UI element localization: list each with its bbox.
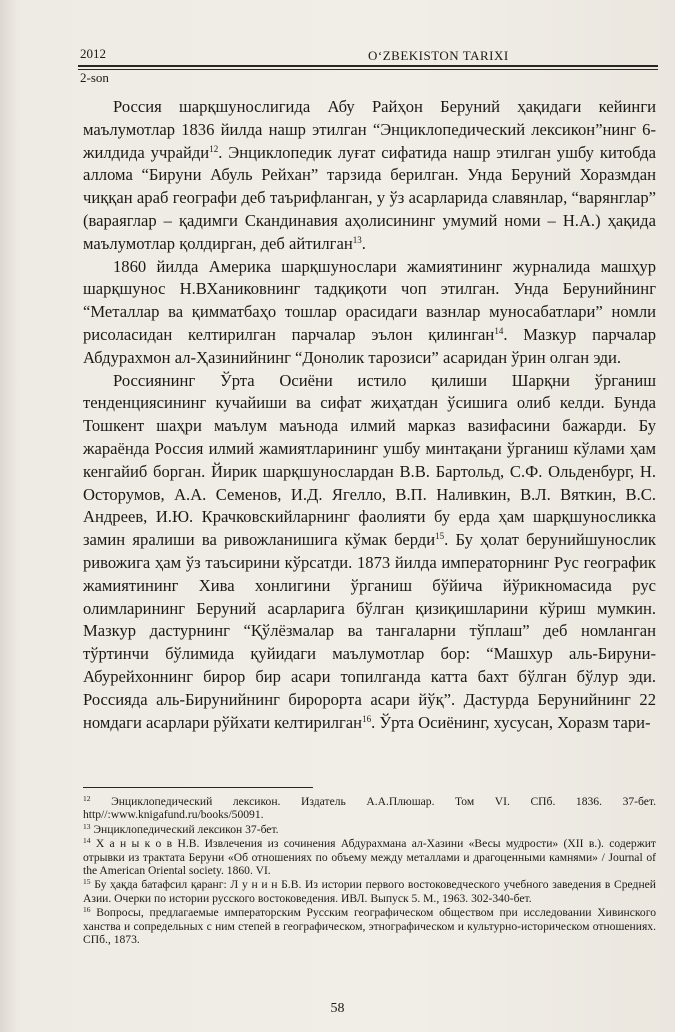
footnote-13 bbox=[83, 823, 656, 836]
footnote-16 bbox=[83, 906, 656, 946]
header-year: 2012 bbox=[80, 46, 106, 61]
footnote-ref-13: 13 bbox=[352, 234, 362, 245]
paragraph-3-text-3: . Ўрта Осиёнинг, хусусан, Хоразм тари- bbox=[371, 712, 651, 732]
footnote-text: Бу ҳақда батафсил қаранг: Л у н и н Б.В. Из истории первого востоковедческого учебного заведения в Средней Азии. Очерки по истории русского востоковедения. ИВЛ. Выпуск 5. М., 1963. 302-340-бет. bbox=[83, 878, 656, 905]
footnote-number: 12 bbox=[83, 794, 91, 803]
paragraph-2 bbox=[83, 256, 656, 370]
paragraph-3 bbox=[83, 370, 656, 735]
footnote-number: 14 bbox=[83, 836, 91, 846]
footnote-number: 16 bbox=[83, 905, 91, 915]
paragraph-1-text-3: . bbox=[361, 233, 366, 253]
header-rule-thick bbox=[78, 65, 658, 67]
footnote-12 bbox=[83, 795, 656, 822]
running-header bbox=[78, 46, 658, 86]
paragraph-1-text-2: . Энциклопедик луғат сифатида нашр этилган ушбу китобда аллома “Бируни Абуль Рейхан” тарзида берилган. Унда Беруний Хоразмдан чиққан араб географи деб таърифланган, у ўз асарларида славянлар, “варянглар” (вараяглар – қадимги Скандинавия аҳолисининг умумий номи – Н.А.) ҳақида маълумотлар қолдирган, деб айтилган bbox=[83, 142, 656, 253]
footnote-separator bbox=[83, 787, 313, 788]
footnote-text: Энциклопедический лексикон 37-бет. bbox=[93, 822, 279, 836]
page-number: 58 bbox=[330, 1001, 345, 1016]
footnote-number: 13 bbox=[83, 821, 91, 831]
footnote-ref-16: 16 bbox=[362, 713, 372, 724]
footnote-text: Х а н ы к о в Н.В. Извлечения из сочинения Абдурахмана ал-Хазини «Весы мудрости» (XII в.). содержит отрывки из трактата Беруни «Об отношениях по объему между металлами и драгоценными камнями» / Journal of the American Oriental society. 1860. VI. bbox=[83, 837, 656, 878]
footnotes bbox=[83, 795, 656, 947]
footnote-15 bbox=[83, 878, 656, 905]
paragraph-2-text-2: . Мазкур парчалар Абдурахмон ал-Ҳазинийнинг “Донолик тарозиси” асаридан ўрин олган эди. bbox=[83, 324, 657, 367]
footnote-ref-15: 15 bbox=[435, 531, 445, 542]
paragraph-1-text-1: Россия шарқшунослигида Абу Райҳон Беруний ҳақидаги кейинги маълумотлар 1836 йилда нашр этилган “Энциклопедический лексикон”нинг 6-жилдида учрайди bbox=[83, 97, 656, 162]
header-issue: 2-son bbox=[80, 70, 109, 85]
footnote-14 bbox=[83, 837, 656, 877]
footnote-ref-14: 14 bbox=[494, 325, 504, 336]
paragraph-3-text-2: . Бу ҳолат берунийшунослик ривожига ҳам ўз таъсирини кўрсатди. 1873 йилда императорнинг Рус географик жамиятининг Хива хонлигини ўрганиш бўйича йўрикномасида рус олимларининг Беруний асарларига бўлган қизиқишларини кўриш мумкин. Мазкур дастурнинг “Қўлёзмалар ва тангаларни тўплаш” деб номланган тўртинчи бўлимида қуйидаги маълумотлар бор: “Машхур аль-Бируни-Абурейхоннинг бирор бир асари топилганда катта бахт бўлган бўлур эди. Россияда аль-Бирунийнинг биророрта асари йўқ”. Дастурда Берунийнинг 22 номдаги асарлари рўйхати келтирилган bbox=[83, 530, 656, 732]
footnote-ref-12: 12 bbox=[209, 143, 219, 154]
header-rule-thin bbox=[78, 69, 658, 70]
paragraph-3-text-1: Россиянинг Ўрта Осиёни истило қилиши Шарқни ўрганиш тенденциясининг кучайиши ва сифат жиҳатдан ўсишига олиб келди. Бунда Тошкент шаҳри маълум маънода илмий марказ вазифасини бажарди. Бу жараёнда Россия илмий жамиятларининг ушбу минтақани ўрганиш кўлами ҳам кенгайиб борган. Йирик шарқшунослардан В.В. Бартольд, С.Ф. Ольденбург, Н. Осторумов, А.А. Семенов, И.Д. Ягелло, В.П. Наливкин, В.Л. Вяткин, В.С. Андреев, И.Ю. Крачковскийларнинг фаолияти бу ерда ҳам шарқшуносликка замин яралиши ва ривожланишига кўмак берди bbox=[83, 370, 656, 550]
footnote-text: Вопросы, предлагаемые императорским Русским географическом обществом при исследовании Хивинского ханства и сопредельных с ним степей в географическом, этнографическом и культурно-историческом отношениях. СПб., 1873. bbox=[83, 906, 656, 947]
body-text bbox=[83, 96, 656, 734]
footnote-text: Энциклопедический лексикон. Издатель А.А.Плюшар. Том VI. СПб. 1836. 37-бет. http//:www.knigafund.ru/books/50091. bbox=[83, 795, 657, 822]
footnote-number: 15 bbox=[83, 877, 91, 887]
paragraph-2-text-1: 1860 йилда Америка шарқшунослари жамиятининг журналида машҳур шарқшунос Н.ВХаниковнинг тадқиқоти чоп этилган. Унда Берунийнинг “Металлар ва қимматбаҳо тошлар орасидаги вазнлар муносабатлари” номли рисоласидан келтирилган парчалар эълон қилинган bbox=[83, 256, 656, 344]
header-journal-title: O‘ZBEKISTON TARIXI bbox=[368, 48, 509, 63]
paragraph-1 bbox=[83, 96, 656, 256]
